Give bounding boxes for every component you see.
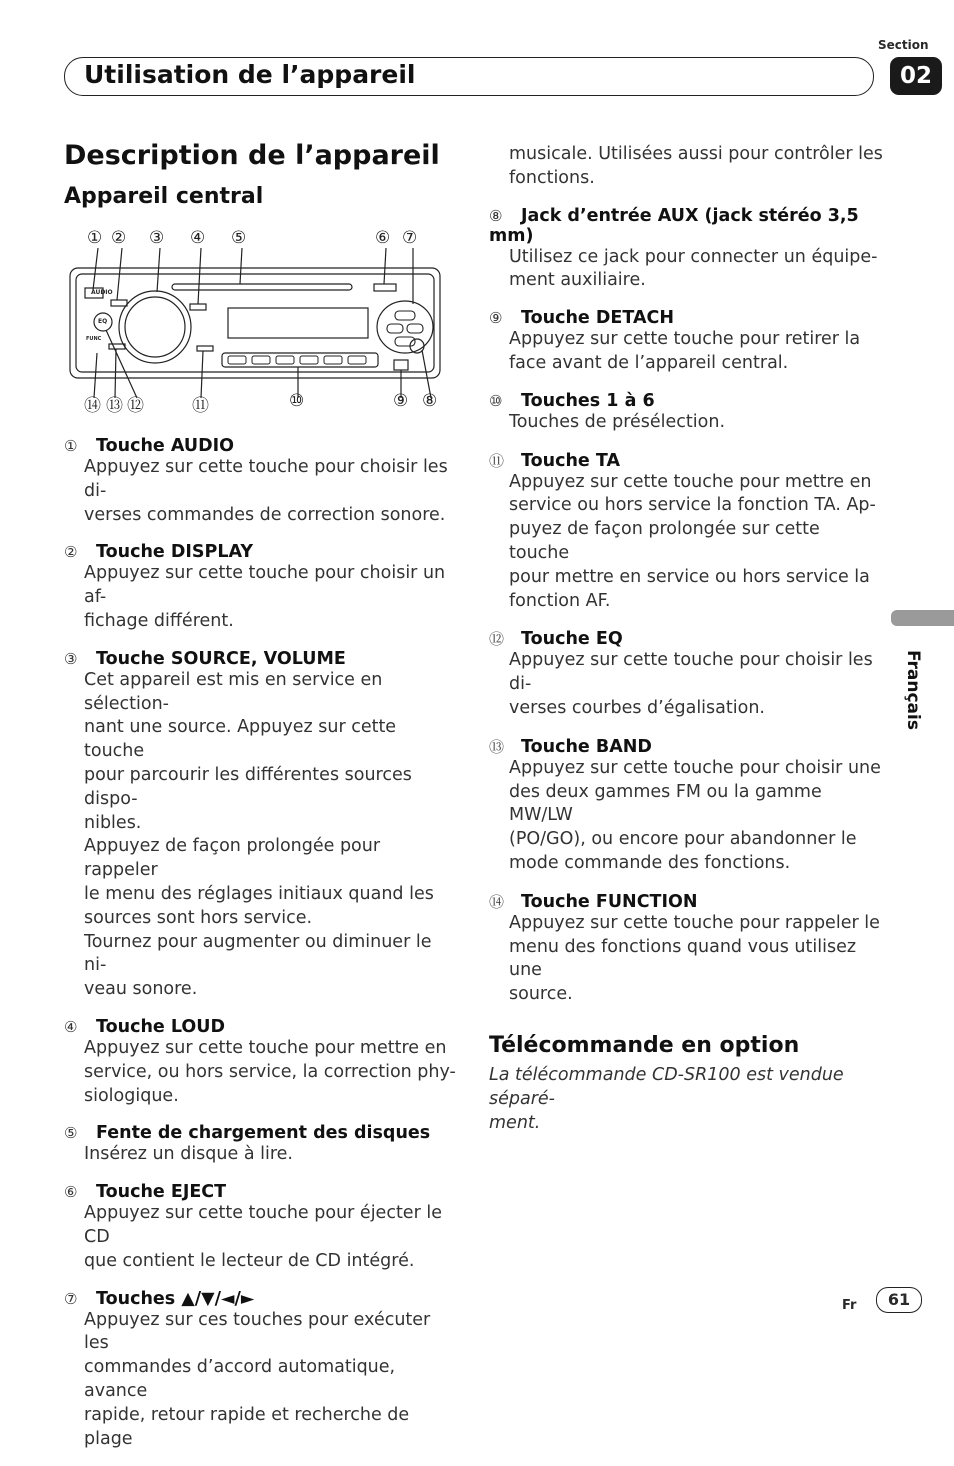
callout-8: ⑧ bbox=[422, 391, 438, 411]
language-tab bbox=[891, 610, 954, 626]
item-number: ① bbox=[64, 437, 78, 455]
list-item bbox=[489, 308, 884, 376]
item-number: ⑤ bbox=[64, 1124, 78, 1143]
item-title: Touche DISPLAY bbox=[96, 542, 254, 563]
list-item bbox=[489, 736, 884, 876]
item-title: Fente de chargement des disques bbox=[96, 1123, 431, 1144]
language-label: Français bbox=[903, 650, 923, 730]
page-title: Description de l’appareil bbox=[64, 140, 440, 171]
callout-12: ⑫ bbox=[127, 396, 144, 416]
callout-6: ⑥ bbox=[375, 228, 391, 248]
callout-4: ④ bbox=[190, 228, 206, 248]
item-number: ④ bbox=[64, 1017, 78, 1036]
item-title: Touche EQ bbox=[521, 629, 623, 650]
chapter-title: Utilisation de l’appareil bbox=[84, 60, 416, 89]
list-item bbox=[489, 450, 884, 614]
callout-7: ⑦ bbox=[402, 228, 418, 248]
item-description: Appuyez sur cette touche pour éjecter le CD que contient le lecteur de CD intégré. bbox=[84, 1203, 442, 1271]
left-column bbox=[64, 436, 459, 1466]
item-number: ⑧ bbox=[489, 206, 503, 225]
item-title: Touche DETACH bbox=[521, 308, 674, 329]
callout-3: ③ bbox=[149, 228, 165, 248]
list-item bbox=[64, 649, 459, 1002]
callout-9: ⑨ bbox=[393, 391, 409, 411]
callout-13: ⑬ bbox=[106, 396, 123, 416]
callout-10: ⑩ bbox=[289, 391, 305, 411]
item-title: Touche BAND bbox=[521, 736, 652, 757]
item-description: Touches de présélection. bbox=[509, 411, 726, 432]
item-number: ⑪ bbox=[489, 451, 505, 470]
list-item bbox=[64, 542, 459, 633]
item-title: Touche TA bbox=[521, 450, 621, 471]
callout-11: ⑪ bbox=[192, 396, 209, 416]
list-item bbox=[64, 436, 459, 527]
callout-5: ⑤ bbox=[231, 228, 247, 248]
label-audio: AUDIO bbox=[91, 289, 113, 296]
page-number: 61 bbox=[876, 1287, 922, 1313]
callout-1: ① bbox=[87, 228, 103, 248]
item-number: ⑭ bbox=[489, 892, 505, 911]
list-item bbox=[489, 391, 884, 435]
item-description: Appuyez sur cette touche pour choisir un af- fichage différent. bbox=[84, 563, 446, 631]
item-description: Appuyez sur cette touche pour choisir une des deux gammes FM ou la gamme MW/LW (PO/GO), ou encore pour abandonner le mode commande des fonctions. bbox=[509, 757, 881, 873]
item-description: Insérez un disque à lire. bbox=[84, 1144, 293, 1165]
item-description: Appuyez sur cette touche pour rappeler le menu des fonctions quand vous utilisez une source. bbox=[509, 912, 880, 1005]
label-func: FUNC bbox=[86, 336, 102, 342]
item-title: Touches ▲/▼/◄/► bbox=[96, 1288, 255, 1309]
item-number: ⑨ bbox=[489, 309, 503, 328]
item-title: Jack d’entrée AUX (jack stéréo 3,5 mm) bbox=[489, 205, 859, 246]
item-number: ⑩ bbox=[489, 391, 503, 410]
item-number: ③ bbox=[64, 649, 78, 668]
right-column bbox=[489, 143, 884, 1135]
item-number: ② bbox=[64, 543, 78, 562]
section-number-badge: 02 bbox=[890, 57, 942, 95]
callout-14: ⑭ bbox=[84, 396, 101, 416]
item-number: ⑥ bbox=[64, 1183, 78, 1202]
item-number: ⑫ bbox=[489, 630, 505, 649]
item-title: Touche EJECT bbox=[96, 1182, 227, 1203]
list-item bbox=[489, 206, 884, 294]
list-item bbox=[489, 628, 884, 720]
list-item bbox=[64, 1182, 459, 1273]
subtitle-remote: Télécommande en option bbox=[489, 1032, 800, 1058]
item-description: Appuyez sur cette touche pour choisir les di- verses courbes d’égalisation. bbox=[509, 650, 873, 718]
list-item bbox=[489, 891, 884, 1007]
list-item-continuation bbox=[489, 143, 884, 191]
item-description: Appuyez sur cette touche pour choisir les di- verses commandes de correction sonore. bbox=[84, 457, 448, 525]
item-description: Appuyez sur cette touche pour mettre en service, ou hors service, la correction phy- siologique. bbox=[84, 1037, 456, 1106]
footer-language-code: Fr bbox=[842, 1298, 857, 1313]
item-title: Touche SOURCE, VOLUME bbox=[96, 648, 346, 669]
callout-2: ② bbox=[111, 228, 127, 248]
list-item bbox=[64, 1289, 459, 1452]
list-item bbox=[64, 1123, 459, 1167]
list-item bbox=[64, 1017, 459, 1108]
subtitle-central-unit: Appareil central bbox=[64, 184, 264, 209]
item-description: musicale. Utilisées aussi pour contrôler les fonctions. bbox=[509, 144, 883, 188]
item-description: Cet appareil est mis en service en sélection- nant une source. Appuyez sur cette touche pour parcourir les différentes sources dispo- nibles. Appuyez de façon prolongée pour rappeler le menu des réglages initiaux quand les sources sont hors service. Tournez pour augmenter ou diminuer le ni- veau sonore. bbox=[84, 669, 434, 1000]
item-title: Touche LOUD bbox=[96, 1016, 226, 1037]
head-unit-diagram bbox=[64, 226, 454, 416]
item-title: Touches 1 à 6 bbox=[521, 390, 655, 411]
item-title: Touche AUDIO bbox=[96, 436, 235, 456]
item-description: Appuyez sur cette touche pour retirer la face avant de l’appareil central. bbox=[509, 329, 861, 373]
item-description: Appuyez sur cette touche pour mettre en service ou hors service la fonction TA. Ap- puyez de façon prolongée sur cette touche pour mettre en service ou hors service la fonction AF. bbox=[509, 471, 876, 611]
item-number: ⑦ bbox=[64, 1289, 78, 1308]
head-unit-drawing bbox=[64, 248, 454, 398]
item-description: Utilisez ce jack pour connecter un équipe- ment auxiliaire. bbox=[509, 246, 878, 291]
remote-note: La télécommande CD-SR100 est vendue séparé- ment. bbox=[489, 1064, 844, 1133]
item-number: ⑬ bbox=[489, 737, 505, 756]
item-title: Touche FUNCTION bbox=[521, 891, 698, 912]
label-eq: EQ bbox=[98, 318, 108, 325]
section-label: Section bbox=[878, 38, 929, 52]
item-description: Appuyez sur ces touches pour exécuter les commandes d’accord automatique, avance rapide, retour rapide et recherche de plage bbox=[84, 1309, 431, 1449]
